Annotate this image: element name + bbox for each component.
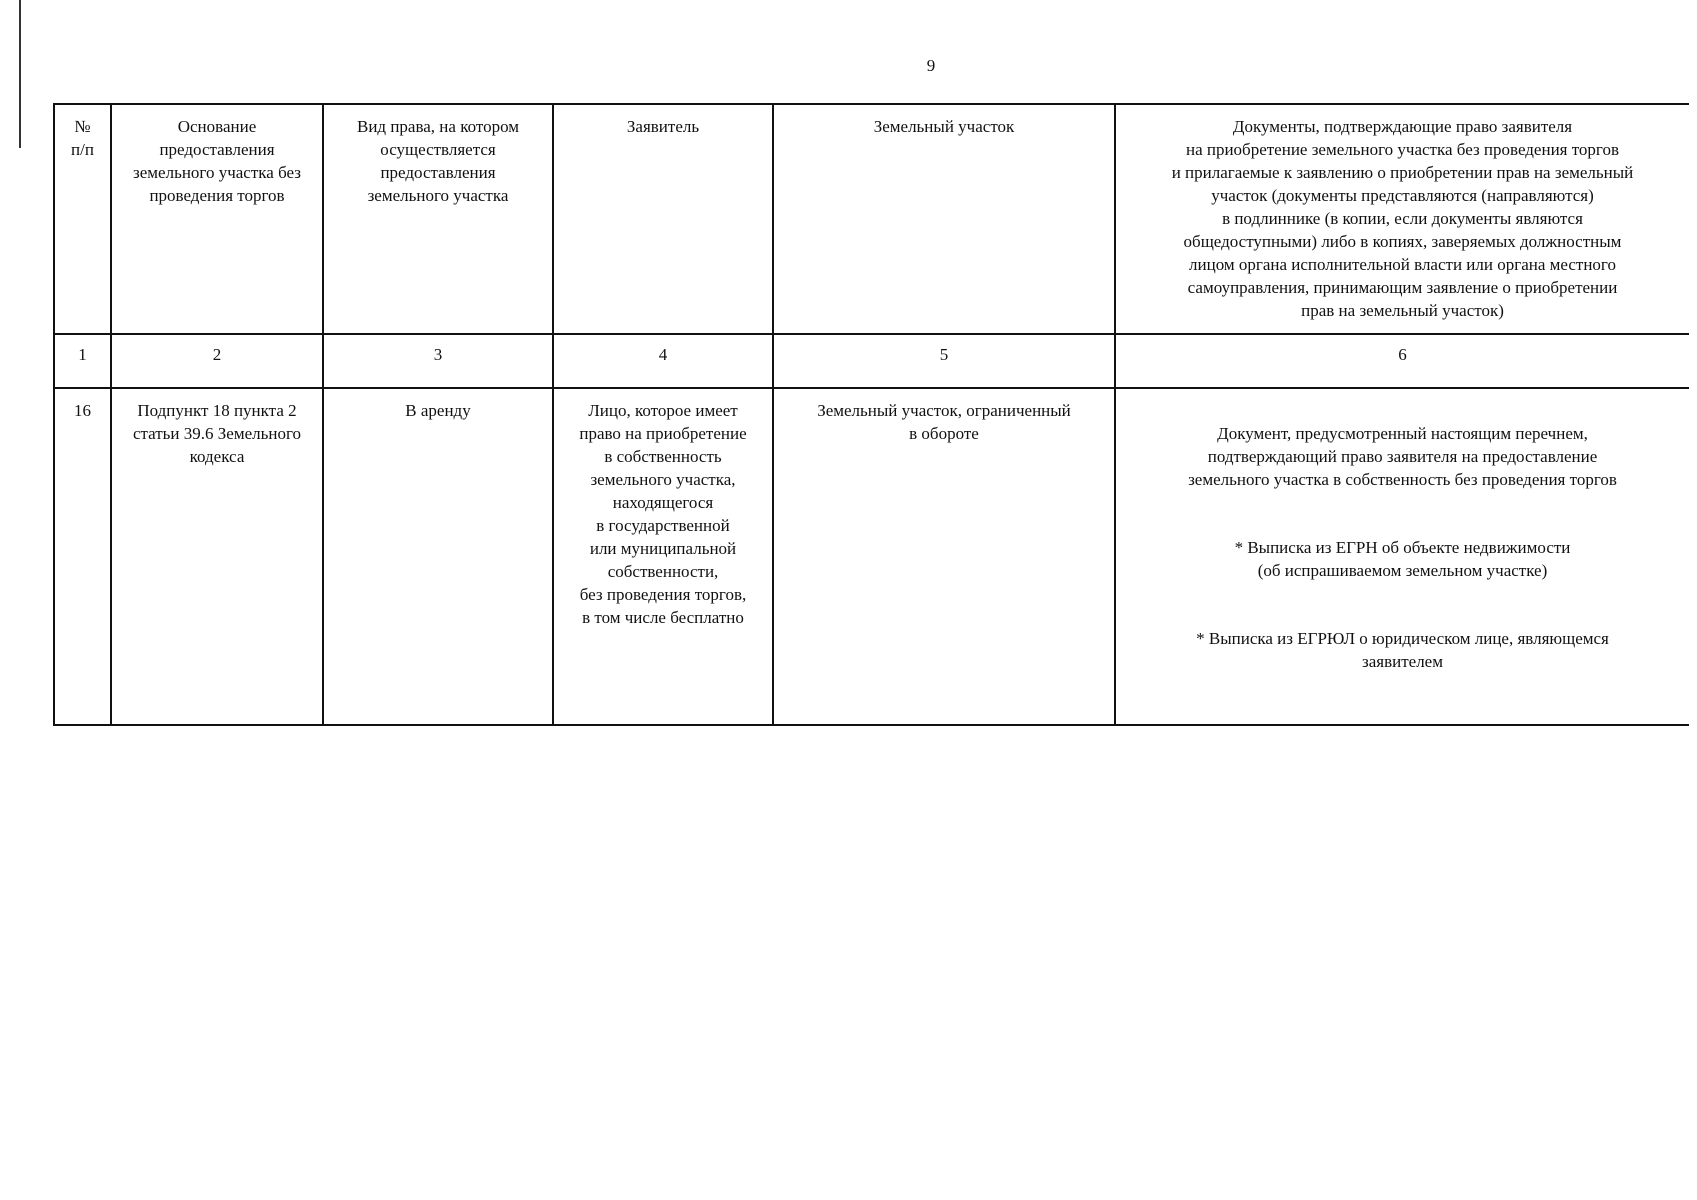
row-documents	[1115, 388, 1689, 725]
document-item: Документ, предусмотренный настоящим перечнем, подтверждающий право заявителя на предоставление земельного участка в собственность без проведения торгов	[1188, 424, 1617, 489]
column-number: 3	[323, 334, 553, 388]
column-number: 2	[111, 334, 323, 388]
table-header-row	[54, 104, 1689, 334]
column-number: 4	[553, 334, 773, 388]
row-applicant: Лицо, которое имеет право на приобретение в собственность земельного участка, находящегося в государственной или муниципальной собственности, без проведения торгов, в том числе бесплатно	[553, 388, 773, 725]
column-number: 5	[773, 334, 1115, 388]
header-basis: Основание предоставления земельного участка без проведения торгов	[111, 104, 323, 334]
column-number-row	[54, 334, 1689, 388]
column-number: 1	[54, 334, 111, 388]
header-documents: Документы, подтверждающие право заявителя на приобретение земельного участка без проведения торгов и прилагаемые к заявлению о приобретении прав на земельный участок (документы представляются (направляются) в подлиннике (в копии, если документы являются общедоступными) либо в копиях, заверяемых должностным лицом органа исполнительной власти или органа местного самоуправления, принимающим заявление о приобретении прав на земельный участок)	[1115, 104, 1689, 334]
row-number: 16	[54, 388, 111, 725]
row-basis: Подпункт 18 пункта 2 статьи 39.6 Земельного кодекса	[111, 388, 323, 725]
header-applicant: Заявитель	[553, 104, 773, 334]
column-number: 6	[1115, 334, 1689, 388]
document-item: * Выписка из ЕГРН об объекте недвижимости (об испрашиваемом земельном участке)	[1234, 538, 1571, 580]
document-table	[53, 103, 1689, 726]
document-item: * Выписка из ЕГРЮЛ о юридическом лице, являющемся заявителем	[1196, 629, 1609, 671]
row-right-type: В аренду	[323, 388, 553, 725]
row-land-plot: Земельный участок, ограниченный в обороте	[773, 388, 1115, 725]
header-land-plot: Земельный участок	[773, 104, 1115, 334]
page-number: 9	[926, 56, 936, 75]
header-number: № п/п	[54, 104, 111, 334]
table-row	[54, 388, 1689, 725]
header-right-type: Вид права, на котором осуществляется предоставления земельного участка	[323, 104, 553, 334]
